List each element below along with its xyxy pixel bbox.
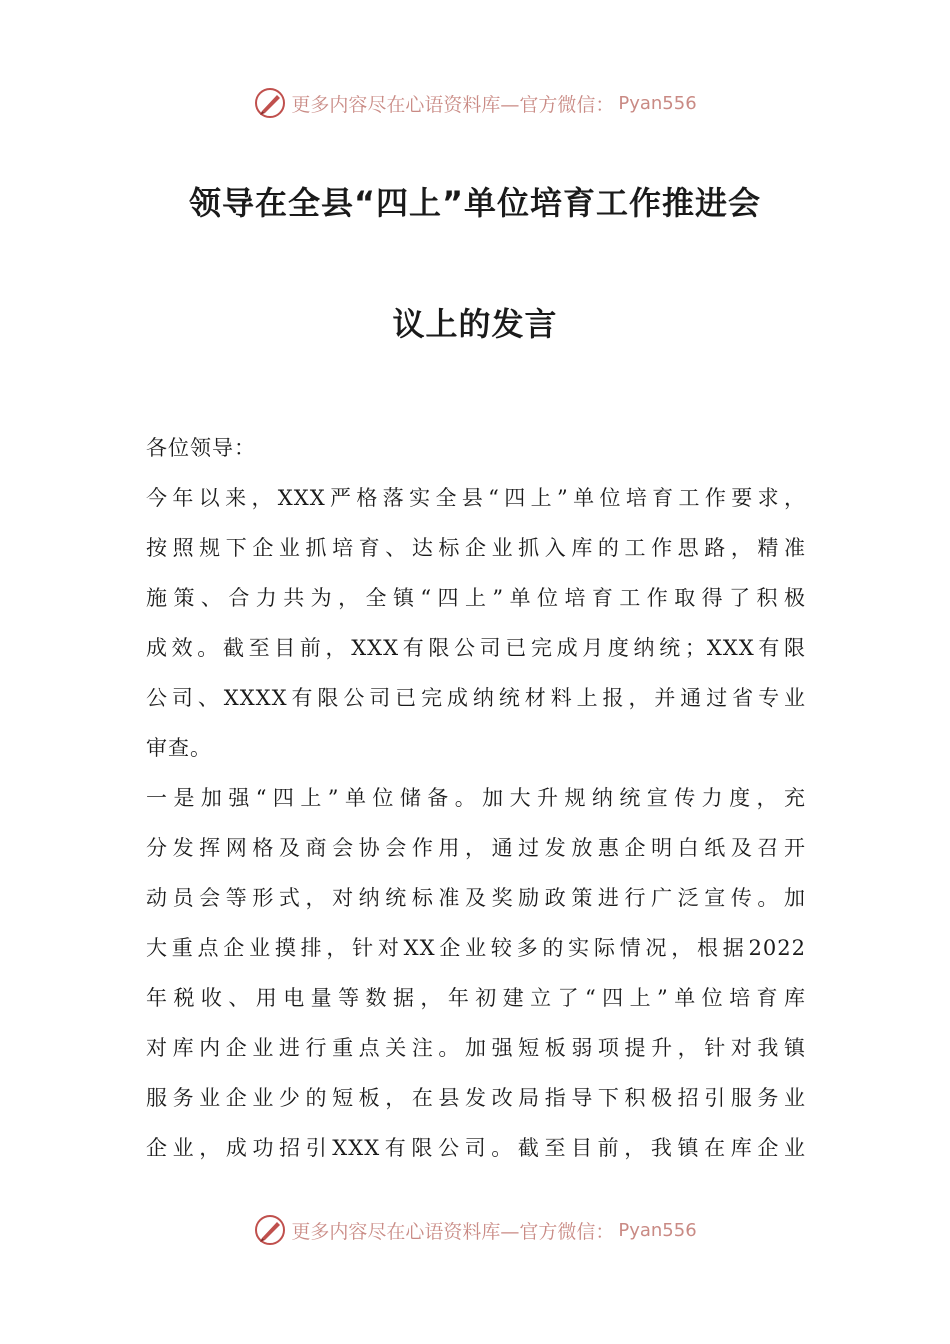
document-body (146, 423, 806, 1173)
pen-logo-icon (253, 1213, 287, 1247)
footer-watermark (0, 1213, 950, 1247)
paragraph-line: 按照规下企业抓培育、达标企业抓入库的工作思路，精准 (146, 536, 806, 560)
paragraph-line: 一是加强“四上”单位储备。加大升规纳统宣传力度，充 (146, 786, 806, 810)
document-title-line-2: 议上的发言 (392, 305, 558, 343)
paragraph-line: 今年以来，XXX严格落实全县“四上”单位培育工作要求， (146, 486, 806, 510)
watermark-text: 更多内容尽在心语资料库—官方微信： (291, 93, 615, 116)
paragraph-line: 服务业企业少的短板，在县发改局指导下积极招引服务业 (146, 1086, 806, 1110)
paragraph-line: 企业，成功招引XXX有限公司。截至目前，我镇在库企业 (146, 1136, 806, 1160)
paragraph-line: 对库内企业进行重点关注。加强短板弱项提升，针对我镇 (146, 1036, 806, 1060)
pen-logo-icon (253, 86, 287, 120)
salutation: 各位领导： (146, 436, 256, 460)
header-watermark (0, 86, 950, 120)
paragraph-line: 施策、合力共为，全镇“四上”单位培育工作取得了积极 (146, 586, 806, 610)
watermark-handle: Pyan556 (618, 92, 697, 114)
paragraph-line: 动员会等形式，对纳统标准及奖励政策进行广泛宣传。加 (146, 886, 806, 910)
watermark-text: 更多内容尽在心语资料库—官方微信： (291, 1220, 615, 1243)
watermark-handle: Pyan556 (618, 1219, 697, 1241)
paragraph-line: 大重点企业摸排，针对XX企业较多的实际情况，根据2022 (146, 936, 806, 960)
paragraph-1 (146, 473, 806, 773)
paragraph-line: 年税收、用电量等数据，年初建立了“四上”单位培育库 (146, 986, 806, 1010)
paragraph-2 (146, 773, 806, 1173)
paragraph-line: 公司、XXXX有限公司已完成纳统材料上报，并通过省专业 (146, 686, 806, 710)
paragraph-line: 成效。截至目前，XXX有限公司已完成月度纳统；XXX有限 (146, 636, 806, 660)
paragraph-line: 分发挥网格及商会协会作用，通过发放惠企明白纸及召开 (146, 836, 806, 860)
paragraph-line: 审查。 (146, 736, 212, 760)
document-title-line-1: 领导在全县“四上”单位培育工作推进会 (188, 184, 762, 222)
